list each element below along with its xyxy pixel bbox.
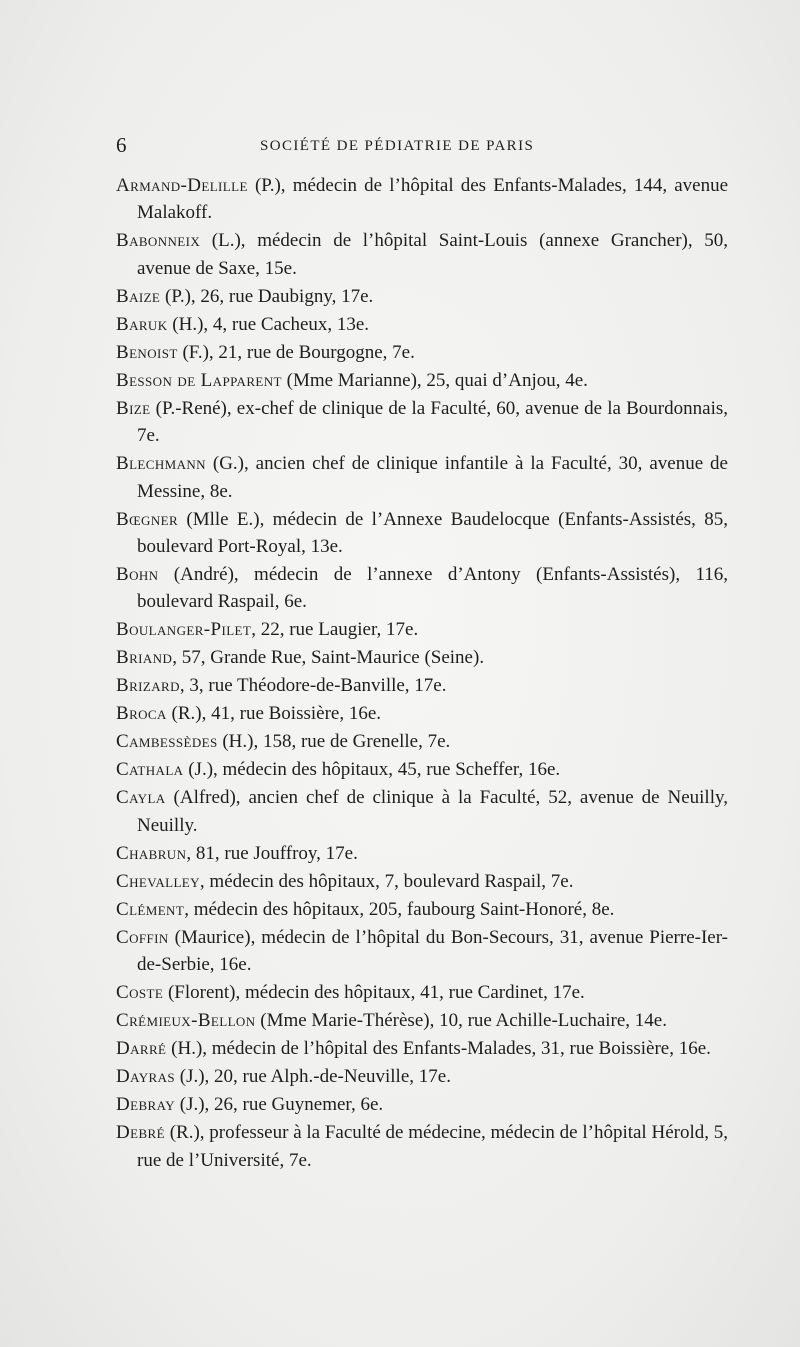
list-item [116,728,728,755]
entry-name: Crémieux-Bellon [116,1010,256,1032]
list-item [116,644,728,671]
entry-name: Bœgner [116,508,179,530]
page-header [116,132,726,158]
entry-name: Boulanger-Pilet [116,619,252,641]
entry-name: Debray [116,1094,175,1116]
entry-name: Baruk [116,313,168,335]
list-item [116,506,728,561]
list-item [116,172,728,227]
entry-text: (J.), 26, rue Guynemer, 6e. [175,1094,384,1116]
list-item [116,1007,728,1034]
entry-text: (F.), 21, rue de Bourgogne, 7e. [177,341,415,363]
entry-name: Debré [116,1122,165,1144]
entry-text: (P.), médecin de l’hôpital des Enfants-Malades, 144, avenue Malakoff. [137,175,728,224]
page-number: 6 [116,133,127,157]
running-head: SOCIÉTÉ DE PÉDIATRIE DE PARIS [260,138,535,154]
entry-text: (Alfred), ancien chef de clinique à la Faculté, 52, avenue de Neuilly, Neuilly. [137,787,728,836]
entry-name: Chevalley [116,870,200,892]
list-item [116,339,728,366]
entry-name: Bize [116,397,151,419]
list-item [116,700,728,727]
list-item [116,227,728,282]
list-item [116,1091,728,1118]
entry-name: Cathala [116,759,184,781]
entry-text: (H.), 158, rue de Grenelle, 7e. [217,731,451,753]
list-item [116,896,728,923]
entry-text: (Mme Marianne), 25, quai d’Anjou, 4e. [281,369,588,391]
list-item [116,868,728,895]
list-item [116,311,728,338]
member-list [116,172,728,1175]
entry-text: (P.-René), ex-chef de clinique de la Faculté, 60, avenue de la Bourdonnais, 7e. [137,397,728,447]
list-item [116,367,728,394]
entry-text: , 81, rue Jouffroy, 17e. [186,842,358,864]
entry-text: (H.), médecin de l’hôpital des Enfants-Malades, 31, rue Boissière, 16e. [166,1038,711,1060]
entry-text: , médecin des hôpitaux, 7, boulevard Raspail, 7e. [199,870,574,892]
entry-text: , médecin des hôpitaux, 205, faubourg Saint-Honoré, 8e. [184,898,615,920]
entry-text: (L.), médecin de l’hôpital Saint-Louis (annexe Grancher), 50, avenue de Saxe, 15e. [137,230,728,279]
entry-text: (Maurice), médecin de l’hôpital du Bon-Secours, 31, avenue Pierre-Ier-de-Serbie, 16e. [137,926,728,976]
entry-name: Coste [116,982,164,1004]
entry-name: Brizard [116,675,180,697]
entry-text: (Mlle E.), médecin de l’Annexe Baudelocque (Enfants-Assistés, 85, boulevard Port-Royal, 13e. [137,508,728,558]
entry-text: (R.), professeur à la Faculté de médecine, médecin de l’hôpital Hérold, 5, rue de l’Université, 7e. [137,1122,728,1171]
list-item [116,283,728,310]
entry-name: Benoist [116,341,178,363]
entry-name: Cambessèdes [116,731,218,753]
list-item [116,924,728,979]
entry-name: Coffin [116,926,169,948]
entry-name: Dayras [116,1066,175,1088]
entry-text: (G.), ancien chef de clinique infantile à la Faculté, 30, avenue de Messine, 8e. [137,453,728,502]
list-item [116,840,728,867]
entry-name: Babonneix [116,230,201,252]
entry-name: Besson de Lapparent [116,369,282,391]
entry-text: (J.), 20, rue Alph.-de-Neuville, 17e. [175,1066,451,1088]
entry-name: Darré [116,1038,167,1060]
list-item [116,672,728,699]
entry-text: , 3, rue Théodore-de-Banville, 17e. [179,675,447,697]
list-item [116,450,728,505]
list-item [116,1063,728,1090]
entry-text: (Mme Marie-Thérèse), 10, rue Achille-Luchaire, 14e. [255,1010,667,1032]
entry-text: , 22, rue Laugier, 17e. [251,619,419,641]
entry-text: , 57, Grande Rue, Saint-Maurice (Seine). [172,647,485,669]
entry-text: (André), médecin de l’annexe d’Antony (Enfants-Assistés), 116, boulevard Raspail, 6e. [137,564,728,613]
entry-text: (R.), 41, rue Boissière, 16e. [166,703,382,725]
list-item [116,979,728,1006]
entry-text: (H.), 4, rue Cacheux, 13e. [167,313,370,335]
list-item [116,561,728,616]
entry-text: (Florent), médecin des hôpitaux, 41, rue Cardinet, 17e. [163,982,585,1004]
list-item [116,756,728,783]
entry-name: Clément [116,898,185,920]
entry-name: Blechmann [116,453,206,475]
entry-name: Cayla [116,787,166,809]
list-item [116,616,728,643]
entry-text: (J.), médecin des hôpitaux, 45, rue Scheffer, 16e. [183,759,561,781]
entry-name: Armand-Delille [116,175,248,196]
entry-name: Broca [116,703,167,725]
list-item [116,395,728,450]
list-item [116,1119,728,1174]
entry-text: (P.), 26, rue Daubigny, 17e. [160,285,374,307]
list-item [116,1035,728,1062]
entry-name: Briand [116,647,173,669]
entry-name: Chabrun [116,842,187,864]
list-item [116,784,728,839]
entry-name: Baize [116,285,161,307]
entry-name: Bohn [116,564,159,586]
